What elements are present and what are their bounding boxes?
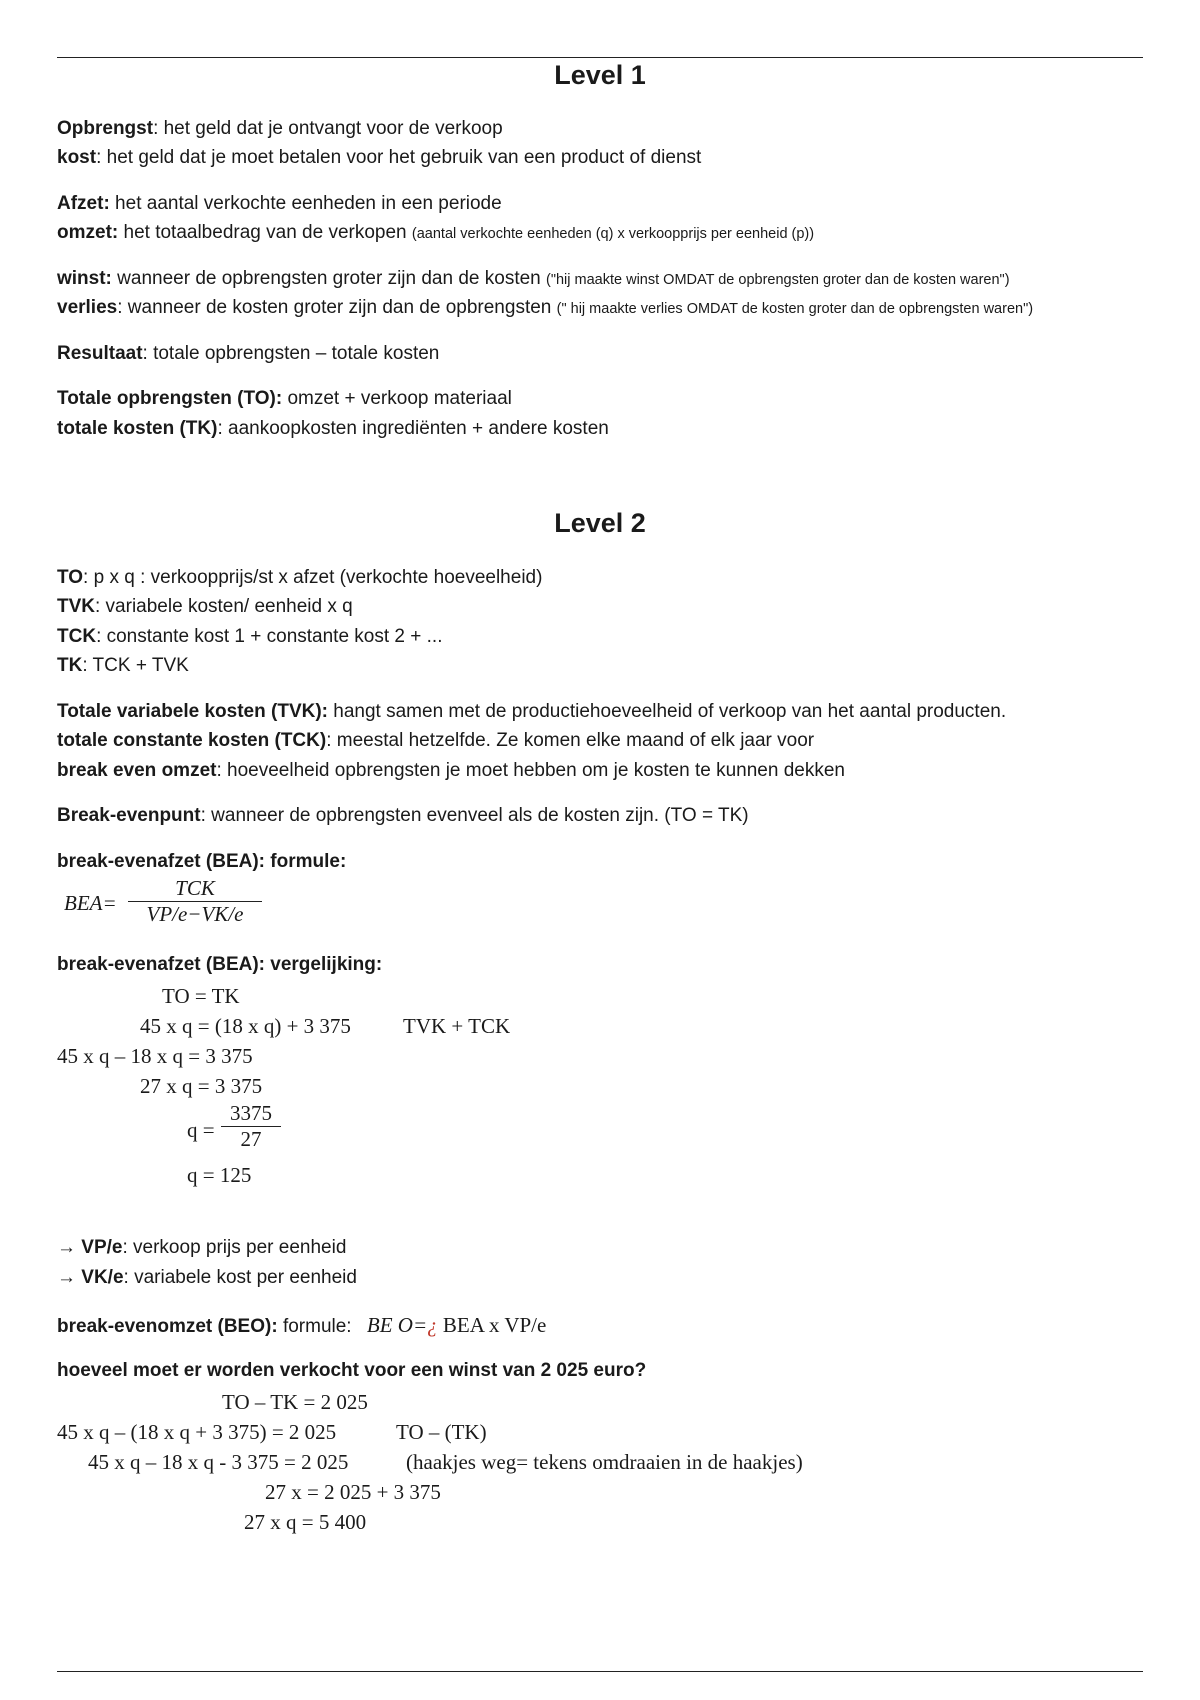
- w-line-1: TO – TK = 2 025: [222, 1390, 368, 1414]
- eq-line-6: q = 125: [187, 1163, 252, 1187]
- l2-to-line: TO: p x q : verkoopprijs/st x afzet (verkochte hoeveelheid): [57, 567, 543, 588]
- l2-tk-line: TK: TCK + TVK: [57, 655, 189, 676]
- beo-line: break-evenomzet (BEO): formule: BE O=¿ BEA x VP/e: [57, 1313, 547, 1337]
- eq-line-5-lhs: q =: [187, 1118, 215, 1142]
- eq-fraction-numerator: 3375: [230, 1101, 272, 1125]
- bea-formula-numerator: TCK: [175, 876, 215, 900]
- arrow-icon: →: [57, 1267, 76, 1288]
- level2-heading: Level 2: [554, 508, 646, 538]
- to-line: Totale opbrengsten (TO): omzet + verkoop materiaal: [57, 388, 512, 409]
- w-line-2: 45 x q – (18 x q + 3 375) = 2 025: [57, 1420, 337, 1444]
- tk-line: totale kosten (TK): aankoopkosten ingrediënten + andere kosten: [57, 418, 609, 439]
- eq-line-5-fraction: [221, 1101, 281, 1152]
- kost-line: kost: het geld dat je moet betalen voor het gebruik van een product of dienst: [57, 147, 702, 168]
- bea-formula-denominator: VP/e−VK/e: [146, 902, 244, 926]
- w-line-5: 27 x q = 5 400: [244, 1510, 367, 1534]
- resultaat-line: Resultaat: totale opbrengsten – totale kosten: [57, 343, 440, 364]
- level1-heading: Level 1: [554, 60, 646, 90]
- bea-formula-lhs: BEA=: [64, 891, 117, 915]
- tvk-def-line: Totale variabele kosten (TVK): hangt samen met de productiehoeveelheid of verkoop van het aantal producten.: [57, 701, 1007, 722]
- bea-formule-title: break-evenafzet (BEA): formule:: [57, 851, 347, 872]
- eq-line-1: TO = TK: [162, 984, 240, 1008]
- afzet-line: Afzet: het aantal verkochte eenheden in een periode: [57, 193, 502, 214]
- top-rule: [57, 57, 1143, 58]
- eq-line-4: 27 x q = 3 375: [140, 1074, 263, 1098]
- w-line-3: 45 x q – 18 x q - 3 375 = 2 025: [88, 1450, 349, 1474]
- beo-formula-lhs: BE O=: [366, 1313, 428, 1337]
- w-line-4: 27 x = 2 025 + 3 375: [265, 1480, 441, 1504]
- winst-line: winst: wanneer de opbrengsten groter zijn dan de kosten ("hij maakte winst OMDAT de opbrengsten groter dan de kosten waren"): [57, 268, 1010, 289]
- winst-question: hoeveel moet er worden verkocht voor een winst van 2 025 euro?: [57, 1360, 647, 1381]
- w-line-3-note: (haakjes weg= tekens omdraaien in de haakjes): [406, 1450, 803, 1474]
- bea-formula-fraction: [128, 876, 262, 927]
- vp-line: → VP/e: verkoop prijs per eenheid: [57, 1237, 347, 1258]
- eq-line-3: 45 x q – 18 x q = 3 375: [57, 1044, 253, 1068]
- verlies-line: verlies: wanneer de kosten groter zijn dan de opbrengsten (" hij maakte verlies OMDAT de kosten groter dan de opbrengsten waren"): [57, 297, 1034, 318]
- beo-formula-symbol: ¿: [427, 1313, 438, 1337]
- beo-def-line: break even omzet: hoeveelheid opbrengsten je moet hebben om je kosten te kunnen dekken: [57, 760, 845, 781]
- tck-def-line: totale constante kosten (TCK): meestal hetzelfde. Ze komen elke maand of elk jaar voor: [57, 730, 815, 751]
- omzet-line: omzet: het totaalbedrag van de verkopen (aantal verkochte eenheden (q) x verkoopprijs per eenheid (p)): [57, 222, 815, 243]
- opbrengst-line: Opbrengst: het geld dat je ontvangt voor de verkoop: [57, 118, 503, 139]
- l2-tvk-line: TVK: variabele kosten/ eenheid x q: [57, 596, 353, 617]
- eq-line-2-note: TVK + TCK: [403, 1014, 511, 1038]
- eq-line-2: 45 x q = (18 x q) + 3 375: [140, 1014, 351, 1038]
- break-evenpunt-line: Break-evenpunt: wanneer de opbrengsten evenveel als de kosten zijn. (TO = TK): [57, 805, 749, 826]
- eq-fraction-denominator: 27: [240, 1127, 262, 1151]
- vk-line: → VK/e: variabele kost per eenheid: [57, 1267, 357, 1288]
- l2-tck-line: TCK: constante kost 1 + constante kost 2 + ...: [57, 626, 443, 647]
- beo-formula-rhs: BEA x VP/e: [437, 1313, 547, 1337]
- w-line-2-note: TO – (TK): [396, 1420, 487, 1444]
- bea-vergelijking-title: break-evenafzet (BEA): vergelijking:: [57, 954, 383, 975]
- arrow-icon: →: [57, 1237, 76, 1258]
- bottom-rule: [57, 1671, 1143, 1672]
